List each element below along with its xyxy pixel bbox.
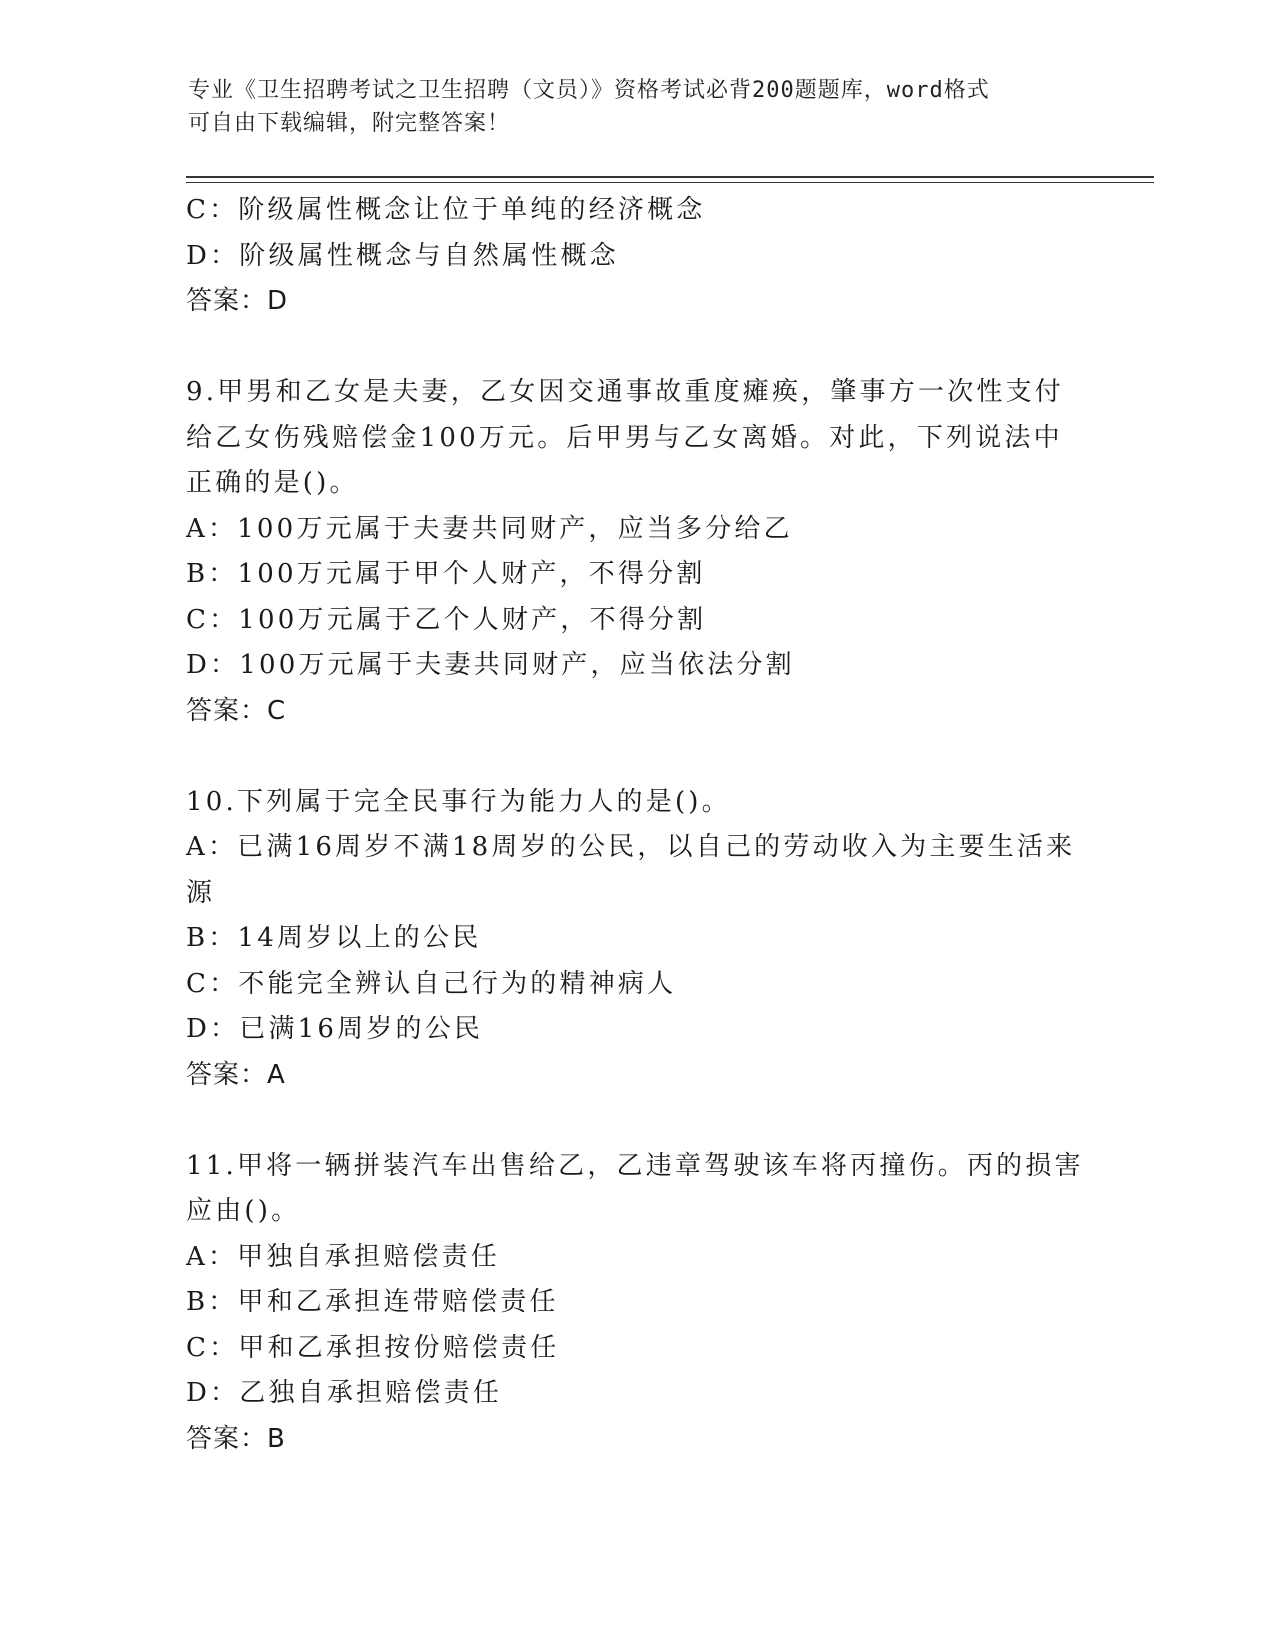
question-stem-line: 9.甲男和乙女是夫妻，乙女因交通事故重度瘫痪，肇事方一次性支付 bbox=[186, 377, 1065, 407]
option-d: D：阶级属性概念与自然属性概念 bbox=[186, 240, 619, 271]
spacer bbox=[186, 734, 1086, 780]
answer: 答案：A bbox=[186, 1059, 286, 1090]
option-b: B：100万元属于甲个人财产，不得分割 bbox=[186, 559, 706, 589]
header-rule-thick bbox=[186, 176, 1154, 178]
spacer bbox=[186, 1098, 1086, 1144]
option-c: C：阶级属性概念让位于单纯的经济概念 bbox=[186, 195, 706, 225]
header-line-1: 专业《卫生招聘考试之卫生招聘（文员）》资格考试必背200题题库，word格式 bbox=[188, 78, 990, 103]
option-a: A：已满16周岁不满18周岁的公民，以自己的劳动收入为主要生活来 bbox=[186, 832, 1076, 862]
option-d: D：100万元属于夫妻共同财产，应当依法分割 bbox=[186, 650, 795, 680]
question-list bbox=[186, 188, 1086, 1462]
option-b: B：14周岁以上的公民 bbox=[186, 923, 482, 953]
question-stem-line: 10.下列属于完全民事行为能力人的是()。 bbox=[186, 786, 731, 817]
question-stem-line: 应由()。 bbox=[186, 1196, 301, 1226]
question-stem-line: 给乙女伤残赔偿金100万元。后甲男与乙女离婚。对此，下列说法中 bbox=[186, 422, 1063, 453]
option-d: D：乙独自承担赔偿责任 bbox=[186, 1378, 503, 1408]
page-header bbox=[188, 74, 1068, 140]
question-8 bbox=[186, 188, 1086, 325]
question-11 bbox=[186, 1144, 1086, 1463]
option-a-continued: 源 bbox=[186, 877, 216, 908]
answer: 答案：C bbox=[186, 695, 287, 726]
option-a: A：100万元属于夫妻共同财产，应当多分给乙 bbox=[186, 513, 793, 544]
option-b: B：甲和乙承担连带赔偿责任 bbox=[186, 1287, 559, 1317]
option-c: C：100万元属于乙个人财产，不得分割 bbox=[186, 604, 707, 635]
header-line-2: 可自由下载编辑，附完整答案！ bbox=[188, 111, 511, 136]
option-c: C：甲和乙承担按份赔偿责任 bbox=[186, 1332, 560, 1363]
question-stem-line: 11.甲将一辆拼装汽车出售给乙，乙违章驾驶该车将丙撞伤。丙的损害 bbox=[186, 1150, 1084, 1181]
option-d: D：已满16周岁的公民 bbox=[186, 1014, 484, 1044]
header-rule-thin bbox=[186, 182, 1154, 183]
question-10 bbox=[186, 780, 1086, 1099]
spacer bbox=[186, 325, 1086, 371]
option-a: A：甲独自承担赔偿责任 bbox=[186, 1241, 500, 1272]
question-stem-line: 正确的是()。 bbox=[186, 468, 359, 498]
option-c: C：不能完全辨认自己行为的精神病人 bbox=[186, 968, 677, 999]
answer: 答案：B bbox=[186, 1423, 286, 1454]
answer: 答案：D bbox=[186, 286, 289, 316]
question-9 bbox=[186, 370, 1086, 734]
